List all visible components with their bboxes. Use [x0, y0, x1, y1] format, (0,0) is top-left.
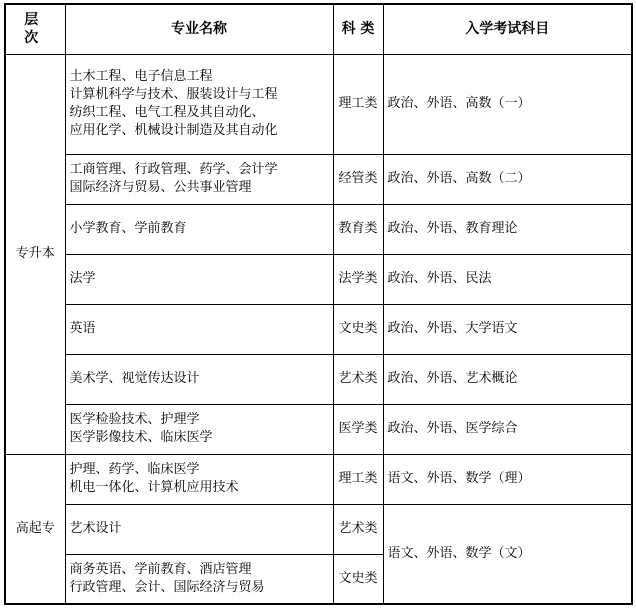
category-cell: 法学类 [333, 254, 383, 304]
header-subjects: 入学考试科目 [383, 4, 632, 54]
major-cell: 护理、药学、临床医学 机电一体化、计算机应用技术 [65, 454, 333, 504]
major-cell: 英语 [65, 304, 333, 354]
major-cell: 工商管理、行政管理、药学、会计学 国际经济与贸易、公共事业管理 [65, 154, 333, 204]
category-cell: 文史类 [333, 304, 383, 354]
major-cell: 艺术设计 [65, 504, 333, 554]
table-row [5, 254, 632, 304]
table-row [5, 454, 632, 504]
subjects-cell: 政治、外语、艺术概论 [383, 354, 632, 404]
major-cell: 小学教育、学前教育 [65, 204, 333, 254]
subjects-cell: 语文、外语、数学（理） [383, 454, 632, 504]
admission-table [4, 3, 633, 605]
category-cell: 理工类 [333, 454, 383, 504]
level-cell: 专升本 [5, 54, 65, 454]
subjects-cell: 政治、外语、教育理论 [383, 204, 632, 254]
table-row [5, 304, 632, 354]
major-cell: 医学检验技术、护理学 医学影像技术、临床医学 [65, 404, 333, 454]
major-cell: 法学 [65, 254, 333, 304]
header-category: 科 类 [333, 4, 383, 54]
category-cell: 艺术类 [333, 354, 383, 404]
subjects-cell: 政治、外语、民法 [383, 254, 632, 304]
table-row [5, 154, 632, 204]
category-cell: 艺术类 [333, 504, 383, 554]
subjects-cell: 政治、外语、大学语文 [383, 304, 632, 354]
level-cell: 高起专 [5, 454, 65, 604]
category-cell: 文史类 [333, 554, 383, 604]
category-cell: 医学类 [333, 404, 383, 454]
subjects-cell: 政治、外语、高数（一） [383, 54, 632, 154]
table-row [5, 504, 632, 554]
header-level: 层 次 [5, 4, 65, 54]
major-cell: 美术学、视觉传达设计 [65, 354, 333, 404]
header-major: 专业名称 [65, 4, 333, 54]
major-cell: 土木工程、电子信息工程 计算机科学与技术、服装设计与工程 纺织工程、电气工程及其自动化、 应用化学、机械设计制造及其自动化 [65, 54, 333, 154]
table-row [5, 54, 632, 154]
category-cell: 经管类 [333, 154, 383, 204]
subjects-cell: 政治、外语、医学综合 [383, 404, 632, 454]
major-cell: 商务英语、学前教育、酒店管理 行政管理、会计、国际经济与贸易 [65, 554, 333, 604]
subjects-cell: 语文、外语、数学（文） [383, 504, 632, 604]
category-cell: 教育类 [333, 204, 383, 254]
subjects-cell: 政治、外语、高数（二） [383, 154, 632, 204]
table-row [5, 204, 632, 254]
table-row [5, 404, 632, 454]
table-row [5, 354, 632, 404]
category-cell: 理工类 [333, 54, 383, 154]
